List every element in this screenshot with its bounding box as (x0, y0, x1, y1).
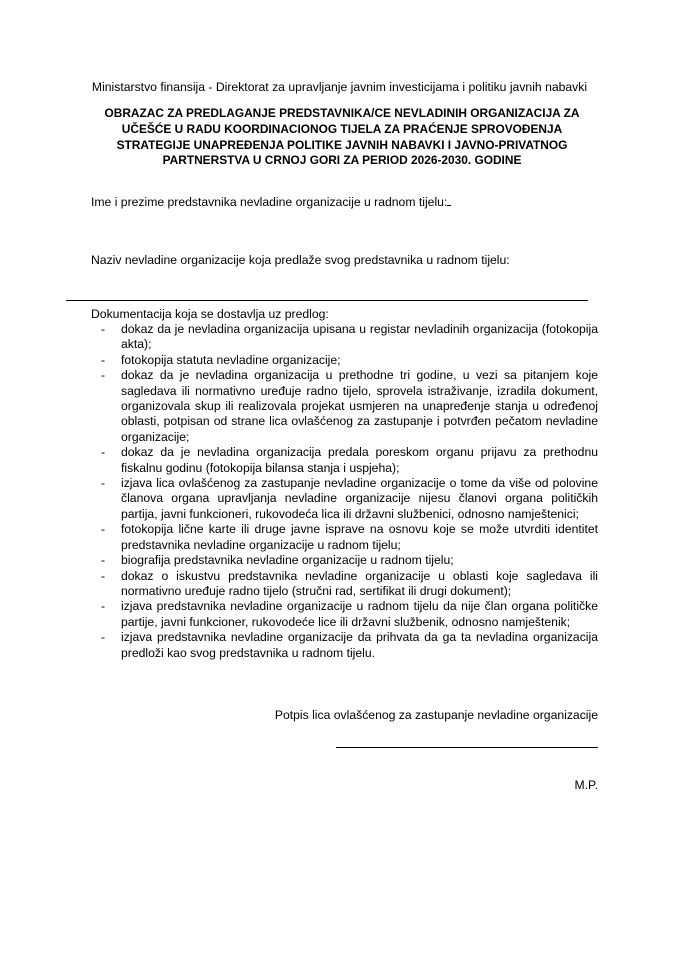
documentation-item-text: izjava predstavnika nevladine organizacije u radnom tijelu da nije član organa političke partije, javni funkcioner, rukovodeće lice ili državni službenik, odnosno namještenik; (121, 599, 598, 629)
documentation-item (91, 599, 598, 630)
documentation-item-text: dokaz da je nevladina organizacija predala poreskom organu prijavu za prethodnu fiskalnu godinu (fotokopija bilansa stanja i uspjeha); (121, 445, 598, 475)
bullet-dash: - (101, 599, 106, 614)
documentation-item (91, 353, 598, 368)
documentation-item-text: dokaz da je nevladina organizacija u prethodne tri godine, u vezi sa pitanjem koje sagledava ili normativno uređuje radno tijelo, sprovela istraživanje, izradila dokument, organizovala skup ili realizovala projekat usmjeren na unapređenje stanja u određenoj oblasti, potpisan od strane lica ovlašćenog za zastupanje i potvrđen pečatom nevladine organizacije; (121, 368, 598, 444)
bullet-dash: - (101, 630, 106, 645)
documentation-item-text: izjava lica ovlašćenog za zastupanje nevladine organizacije o tome da više od polovine članova organa upravljanja nevladine organizacije nijesu članovi organa političkih partija, javni funkcioneri, rukovodeća lica ili državni službenici, odnosno namještenici; (121, 476, 598, 521)
form-title (84, 106, 600, 169)
documentation-item-text: fotokopija lične karte ili druge javne isprave na osnovu koje se može utvrditi identitet predstavnika nevladine organizacije u radnom tijelu; (121, 522, 598, 552)
organization-name-label: Naziv nevladine organizacije koja predlaže svog predstavnika u radnom tijelu: (91, 253, 510, 267)
documentation-item (91, 322, 598, 353)
signature-label: Potpis lica ovlašćenog za zastupanje nevladine organizacije (274, 708, 598, 722)
bullet-dash: - (101, 476, 106, 491)
documentation-item-text: izjava predstavnika nevladine organizacije da prihvata da ga ta nevladina organizacija predloži kao svog predstavnika u radnom tijelu. (121, 630, 598, 660)
bullet-dash: - (101, 352, 106, 367)
organization-name-field[interactable] (66, 300, 588, 301)
form-title-line: OBRAZAC ZA PREDLAGANJE PREDSTAVNIKA/CE NEVLADINIH ORGANIZACIJA ZA (104, 106, 580, 120)
form-title-line: PARTNERSTVA U CRNOJ GORI ZA PERIOD 2026-2030. GODINE (162, 153, 522, 168)
documentation-item (91, 569, 598, 600)
ministry-header: Ministarstvo finansija - Direktorat za upravljanje javnim investicijama i politiku javnih nabavki (91, 80, 588, 94)
bullet-dash: - (101, 568, 106, 583)
documentation-list (91, 322, 598, 661)
bullet-dash: - (101, 522, 106, 537)
bullet-dash: - (101, 553, 106, 568)
documentation-item (91, 522, 598, 553)
documentation-item-text: fotokopija statuta nevladine organizacije; (121, 352, 341, 367)
signature-field[interactable] (336, 747, 598, 748)
documentation-item-text: dokaz da je nevladina organizacija upisana u registar nevladinih organizacija (fotokopija akta); (121, 322, 598, 352)
representative-name-field[interactable] (447, 193, 451, 206)
bullet-dash: - (101, 368, 106, 383)
representative-name-row (91, 193, 591, 210)
documentation-item-text: dokaz o iskustvu predstavnika nevladine organizacije u oblasti koje sagledava ili normativno uređuje radno tijelo (stručni rad, sertifikat ili drugi dokument); (121, 568, 598, 598)
documentation-item (91, 476, 598, 522)
documentation-item-text: biografija predstavnika nevladine organizacije u radnom tijelu; (121, 553, 454, 568)
bullet-dash: - (101, 445, 106, 460)
stamp-placeholder: M.P. (574, 778, 598, 792)
documentation-item (91, 445, 598, 476)
representative-name-label: Ime i prezime predstavnika nevladine organizacije u radnom tijelu: (91, 195, 448, 209)
form-title-line: UČEŠĆE U RADU KOORDINACIONOG TIJELA ZA PRAĆENJE SPROVOĐENJA (121, 121, 563, 136)
documentation-item (91, 368, 598, 445)
documentation-item (91, 630, 598, 661)
form-title-line: STRATEGIJE UNAPREĐENJA POLITIKE JAVNIH NABAVKI I JAVNO-PRIVATNOG (116, 137, 568, 152)
bullet-dash: - (101, 322, 106, 336)
documentation-intro: Dokumentacija koja se dostavlja uz predlog: (91, 307, 329, 321)
documentation-item (91, 553, 598, 568)
